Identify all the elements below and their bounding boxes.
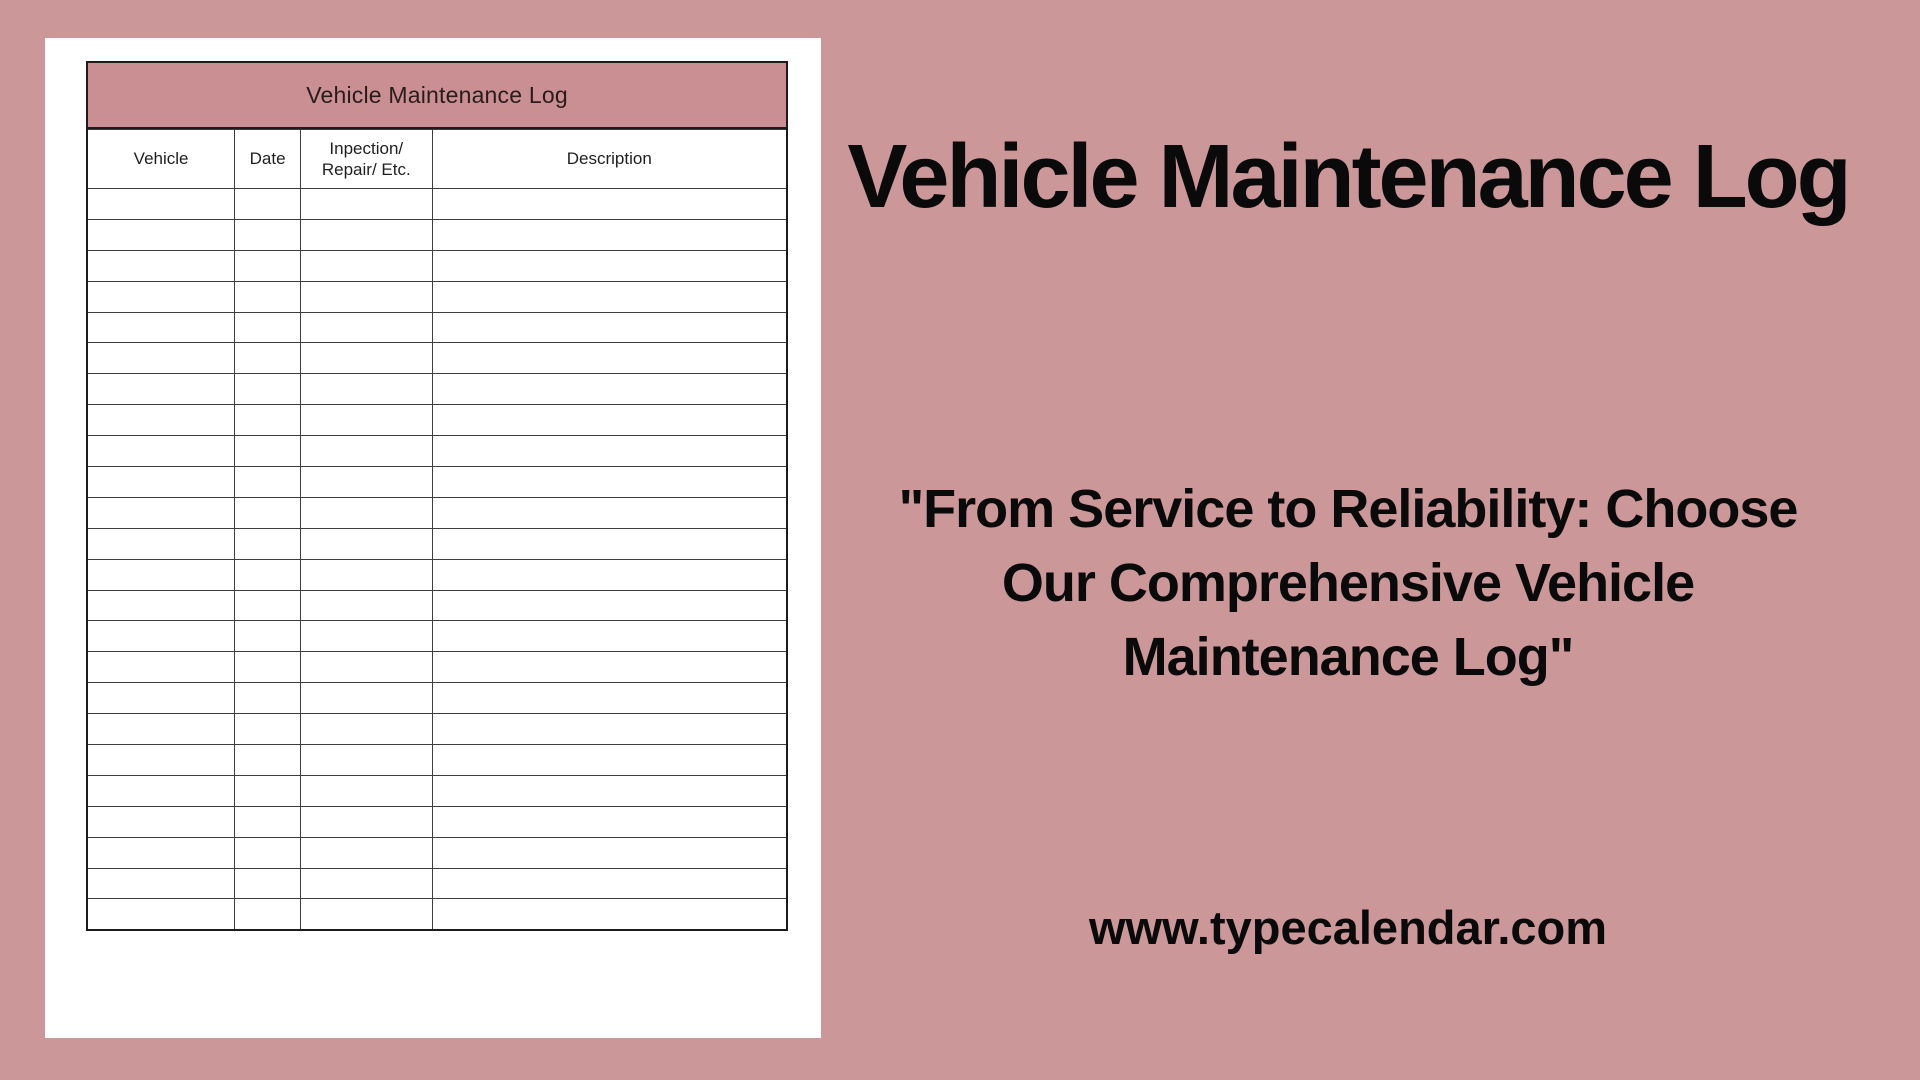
log-cell[interactable]	[87, 250, 235, 281]
log-cell[interactable]	[87, 405, 235, 436]
log-cell[interactable]	[235, 775, 301, 806]
log-cell[interactable]	[300, 714, 432, 745]
log-cell[interactable]	[87, 497, 235, 528]
log-cell[interactable]	[432, 189, 787, 220]
log-cell[interactable]	[300, 590, 432, 621]
log-cell[interactable]	[235, 405, 301, 436]
log-row	[87, 250, 787, 281]
log-cell[interactable]	[235, 559, 301, 590]
log-cell[interactable]	[235, 837, 301, 868]
log-row	[87, 405, 787, 436]
log-header-row	[87, 130, 787, 189]
log-row	[87, 312, 787, 343]
log-cell[interactable]	[432, 806, 787, 837]
log-cell[interactable]	[235, 899, 301, 930]
log-cell[interactable]	[235, 806, 301, 837]
log-cell[interactable]	[432, 497, 787, 528]
log-cell[interactable]	[432, 467, 787, 498]
website-url: www.typecalendar.com	[1088, 901, 1608, 954]
log-cell[interactable]	[432, 343, 787, 374]
log-row	[87, 683, 787, 714]
log-cell[interactable]	[87, 219, 235, 250]
log-cell[interactable]	[87, 374, 235, 405]
log-cell[interactable]	[235, 528, 301, 559]
column-header-description: Description	[432, 130, 787, 189]
log-row	[87, 528, 787, 559]
log-cell[interactable]	[235, 621, 301, 652]
log-cell[interactable]	[87, 467, 235, 498]
promo-quote-line-1: "From Service to Reliability: Choose	[898, 479, 1798, 539]
log-cell[interactable]	[432, 312, 787, 343]
log-row	[87, 868, 787, 899]
log-cell[interactable]	[300, 497, 432, 528]
log-cell[interactable]	[300, 189, 432, 220]
log-cell[interactable]	[300, 343, 432, 374]
log-cell[interactable]	[235, 374, 301, 405]
log-cell[interactable]	[300, 775, 432, 806]
log-cell[interactable]	[432, 219, 787, 250]
log-cell[interactable]	[300, 745, 432, 776]
log-cell[interactable]	[87, 559, 235, 590]
log-cell[interactable]	[235, 281, 301, 312]
log-row	[87, 497, 787, 528]
log-cell[interactable]	[432, 621, 787, 652]
log-cell[interactable]	[432, 714, 787, 745]
log-grid	[86, 129, 788, 931]
log-cell[interactable]	[432, 436, 787, 467]
log-cell[interactable]	[300, 621, 432, 652]
log-row	[87, 374, 787, 405]
log-cell[interactable]	[87, 343, 235, 374]
log-cell[interactable]	[300, 683, 432, 714]
log-cell[interactable]	[432, 374, 787, 405]
log-cell[interactable]	[87, 189, 235, 220]
log-row	[87, 621, 787, 652]
log-row	[87, 806, 787, 837]
column-header-date: Date	[235, 130, 301, 189]
log-cell[interactable]	[432, 559, 787, 590]
log-cell[interactable]	[87, 683, 235, 714]
log-row	[87, 652, 787, 683]
log-cell[interactable]	[87, 745, 235, 776]
maintenance-log-table	[86, 61, 788, 931]
log-cell[interactable]	[300, 868, 432, 899]
log-cell[interactable]	[87, 868, 235, 899]
log-cell[interactable]	[300, 652, 432, 683]
log-cell[interactable]	[235, 497, 301, 528]
log-cell[interactable]	[235, 683, 301, 714]
log-cell[interactable]	[87, 775, 235, 806]
log-cell[interactable]	[300, 559, 432, 590]
log-cell[interactable]	[87, 714, 235, 745]
log-cell[interactable]	[300, 436, 432, 467]
log-cell[interactable]	[432, 528, 787, 559]
log-cell[interactable]	[300, 405, 432, 436]
log-cell[interactable]	[87, 281, 235, 312]
log-cell[interactable]	[235, 590, 301, 621]
log-row	[87, 714, 787, 745]
log-cell[interactable]	[235, 745, 301, 776]
log-row	[87, 219, 787, 250]
log-row	[87, 436, 787, 467]
log-cell[interactable]	[235, 652, 301, 683]
log-cell[interactable]	[235, 467, 301, 498]
column-header-vehicle: Vehicle	[87, 130, 235, 189]
log-cell[interactable]	[300, 806, 432, 837]
log-row	[87, 837, 787, 868]
log-cell[interactable]	[87, 899, 235, 930]
log-cell[interactable]	[235, 868, 301, 899]
log-cell[interactable]	[235, 250, 301, 281]
log-cell[interactable]	[235, 312, 301, 343]
log-cell[interactable]	[300, 374, 432, 405]
log-cell[interactable]	[87, 436, 235, 467]
log-cell[interactable]	[87, 590, 235, 621]
log-row	[87, 189, 787, 220]
promo-quote-line-2: Our Comprehensive Vehicle	[1001, 553, 1695, 613]
log-cell[interactable]	[87, 621, 235, 652]
log-cell[interactable]	[300, 250, 432, 281]
log-cell[interactable]	[235, 219, 301, 250]
log-cell[interactable]	[432, 775, 787, 806]
log-row	[87, 343, 787, 374]
log-cell[interactable]	[300, 899, 432, 930]
printable-sheet	[45, 38, 821, 1038]
log-cell[interactable]	[87, 652, 235, 683]
log-cell[interactable]	[432, 868, 787, 899]
log-cell[interactable]	[432, 281, 787, 312]
log-cell[interactable]	[87, 312, 235, 343]
log-row	[87, 281, 787, 312]
log-cell[interactable]	[432, 652, 787, 683]
log-cell[interactable]	[87, 528, 235, 559]
log-row	[87, 899, 787, 930]
log-cell[interactable]	[432, 590, 787, 621]
log-row	[87, 745, 787, 776]
promo-headline: Vehicle Maintenance Log	[847, 127, 1849, 227]
log-cell[interactable]	[300, 219, 432, 250]
log-row	[87, 775, 787, 806]
log-cell[interactable]	[432, 405, 787, 436]
log-cell[interactable]	[235, 714, 301, 745]
column-header-inspection-repair: Inpection/ Repair/ Etc.	[300, 130, 432, 189]
log-cell[interactable]	[87, 806, 235, 837]
log-cell[interactable]	[432, 683, 787, 714]
table-title: Vehicle Maintenance Log	[306, 81, 568, 108]
table-title-banner	[86, 61, 788, 129]
log-cell[interactable]	[235, 343, 301, 374]
log-cell[interactable]	[300, 467, 432, 498]
log-row	[87, 590, 787, 621]
log-cell[interactable]	[300, 528, 432, 559]
log-cell[interactable]	[300, 837, 432, 868]
log-row	[87, 467, 787, 498]
log-cell[interactable]	[300, 281, 432, 312]
log-cell[interactable]	[432, 899, 787, 930]
log-cell[interactable]	[235, 189, 301, 220]
log-cell[interactable]	[432, 837, 787, 868]
log-cell[interactable]	[87, 837, 235, 868]
log-cell[interactable]	[432, 745, 787, 776]
log-row	[87, 559, 787, 590]
log-cell[interactable]	[300, 312, 432, 343]
promo-quote	[821, 472, 1875, 694]
log-table-body	[87, 189, 787, 930]
promo-quote-line-3: Maintenance Log"	[1122, 627, 1574, 687]
promo-panel	[821, 0, 1875, 1080]
log-cell[interactable]	[235, 436, 301, 467]
log-cell[interactable]	[432, 250, 787, 281]
